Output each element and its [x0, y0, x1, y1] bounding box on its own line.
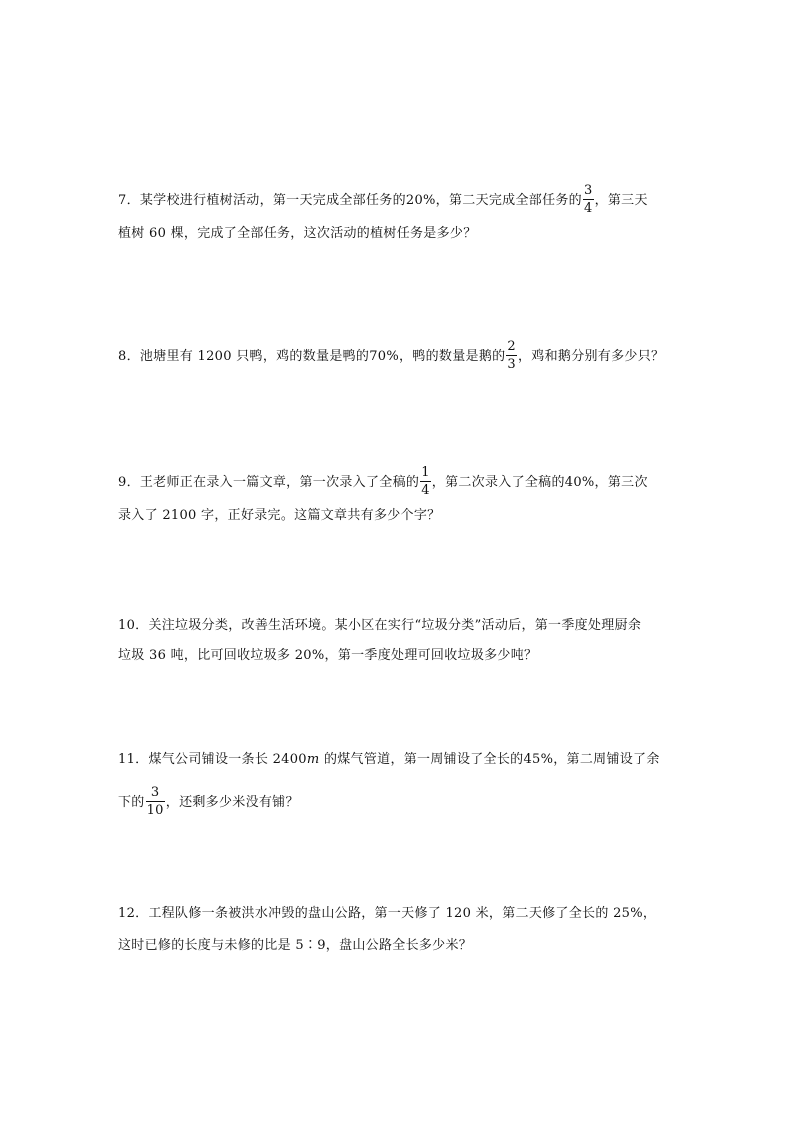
problem-7-line-1 [118, 183, 648, 216]
problem-text: 工程队修一条被洪水冲毁的盘山公路，第一天修了 120 米，第二天修了全长的 25%， [148, 906, 657, 921]
fraction-denominator: 3 [507, 357, 516, 372]
problem-number: 11． [118, 752, 149, 767]
problem-text: ，鸡和鹅分别有多少只？ [518, 349, 665, 364]
problem-number: 12． [118, 906, 149, 921]
problem-text: 这时已修的长度与未修的比是 5∶9，盘山公路全长多少米？ [118, 938, 473, 953]
problem-text: 植树 60 棵，完成了全部任务，这次活动的植树任务是多少？ [118, 226, 477, 241]
problem-10-line-2 [118, 646, 537, 666]
problem-8-line-1 [118, 339, 665, 372]
fraction-bar [420, 481, 431, 482]
problem-number: 10． [118, 618, 149, 633]
fraction-bar [583, 199, 594, 200]
fraction-denominator: 10 [146, 803, 164, 818]
unit-symbol: m [306, 752, 320, 767]
fraction [146, 785, 165, 818]
problem-number: 7． [118, 193, 140, 208]
problem-number: 8． [118, 349, 140, 364]
problem-text: 某学校进行植树活动，第一天完成全部任务的20%，第二天完成全部任务的 [139, 193, 582, 208]
problem-10-line-1 [118, 616, 641, 636]
problem-11-line-2 [118, 785, 299, 818]
fraction-numerator: 2 [507, 339, 516, 354]
fraction [583, 183, 594, 216]
problem-text: ，第二次录入了全稿的40%，第三次 [431, 475, 648, 490]
fraction-bar [506, 355, 517, 356]
problem-text: 垃圾 36 吨，比可回收垃圾多 20%，第一季度处理可回收垃圾多少吨？ [118, 648, 538, 663]
fraction-bar [146, 801, 165, 802]
problem-text: 的煤气管道，第一周铺设了全长的45%，第二周铺设了余 [319, 752, 660, 767]
problem-text: 王老师正在录入一篇文章，第一次录入了全稿的 [139, 475, 420, 490]
fraction-numerator: 1 [421, 465, 430, 480]
problem-text: ，第三天 [594, 193, 648, 208]
problem-12-line-1 [118, 904, 656, 924]
problem-9-line-1 [118, 465, 648, 498]
problem-number: 9． [118, 475, 140, 490]
problem-text: ，还剩多少米没有铺？ [165, 795, 299, 810]
fraction-numerator: 3 [150, 785, 160, 800]
problem-text: 录入了 2100 字，正好录完。这篇文章共有多少个字？ [118, 508, 441, 523]
problem-text: 池塘里有 1200 只鸭，鸡的数量是鸭的70%，鸭的数量是鹅的 [139, 349, 506, 364]
problem-text: 关注垃圾分类，改善生活环境。某小区在实行“垃圾分类”活动后，第一季度处理厨余 [148, 618, 642, 633]
fraction-numerator: 3 [583, 183, 593, 198]
fraction [420, 465, 431, 498]
problem-text: 下的 [118, 795, 145, 810]
fraction-denominator: 4 [583, 201, 593, 216]
problem-12-line-2 [118, 936, 472, 956]
fraction-denominator: 4 [421, 483, 430, 498]
fraction [506, 339, 517, 372]
problem-text: 煤气公司铺设一条长 2400 [148, 752, 307, 767]
problem-7-line-2 [118, 224, 477, 244]
problem-9-line-2 [118, 506, 440, 526]
problem-11-line-1 [118, 750, 660, 770]
